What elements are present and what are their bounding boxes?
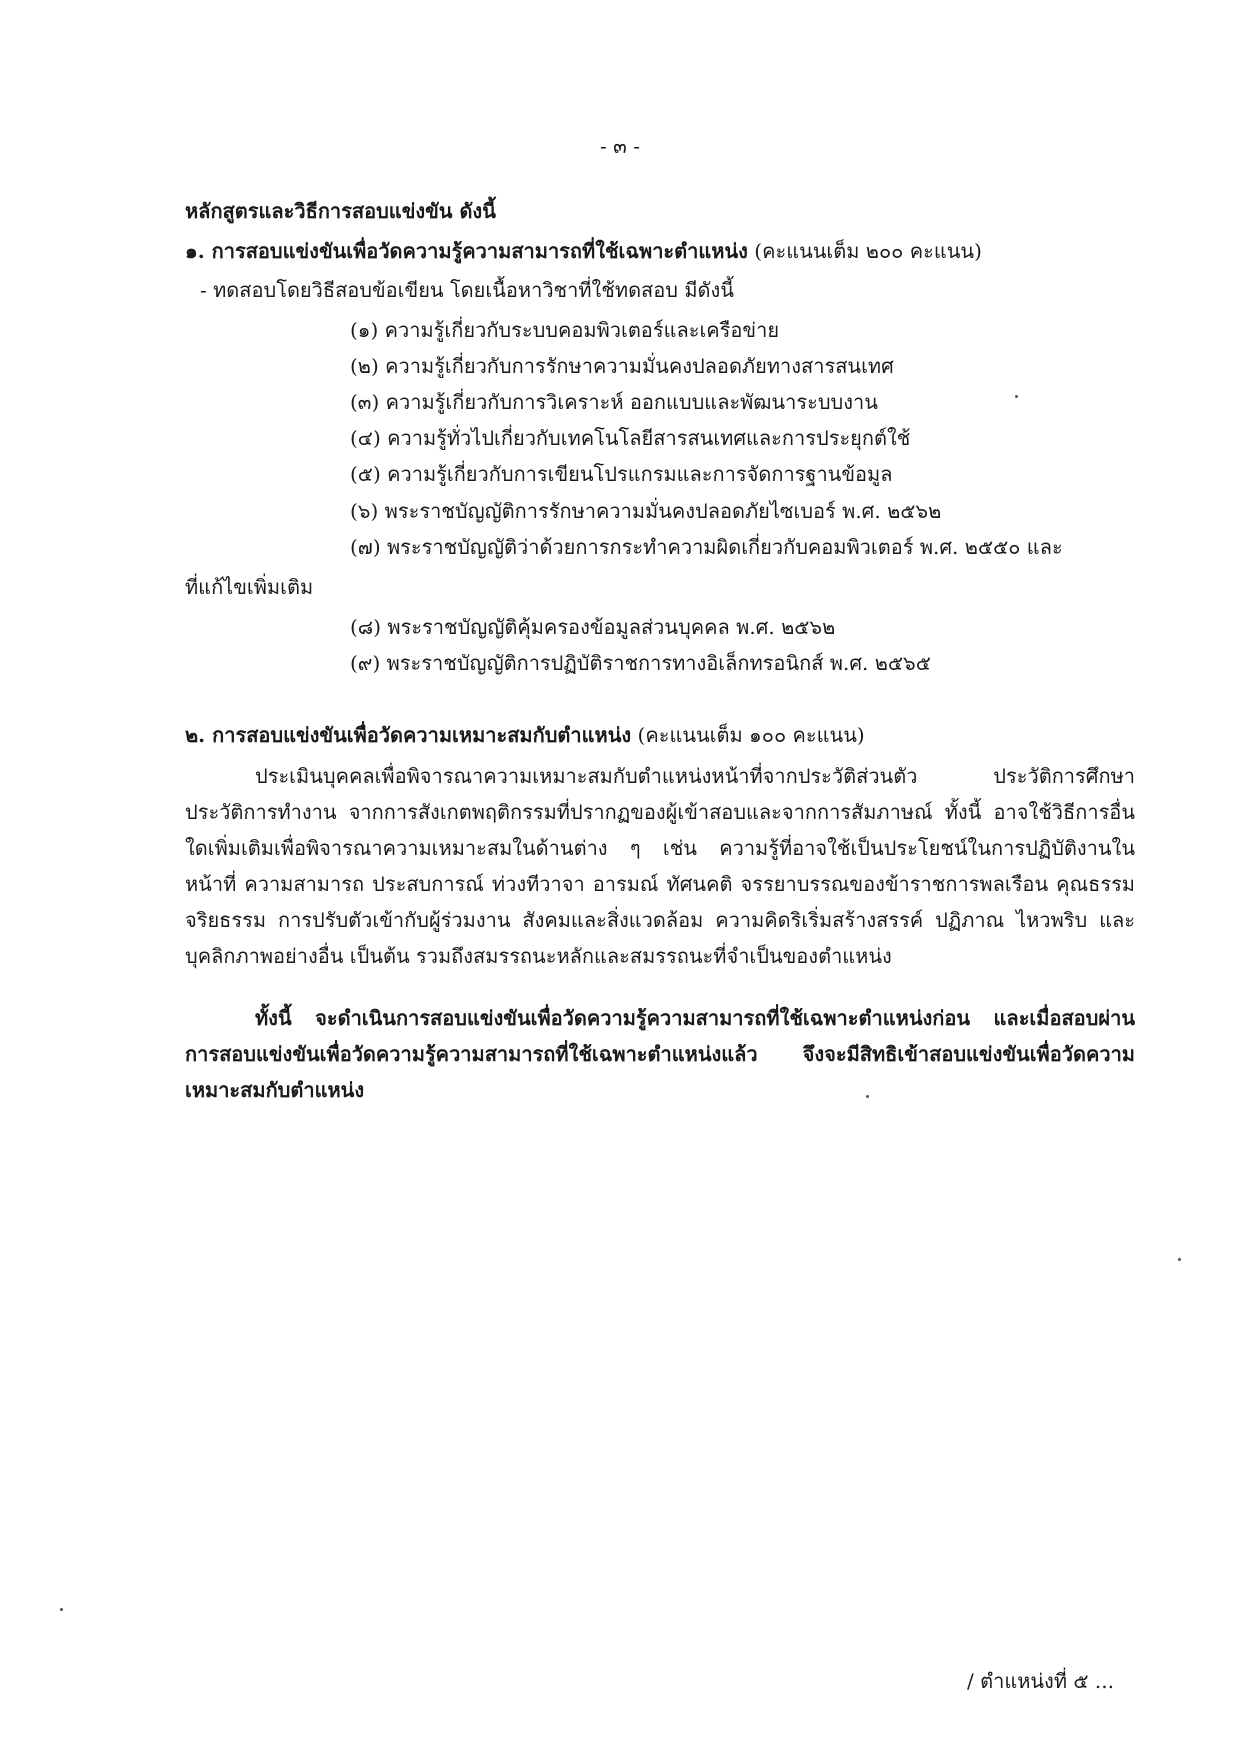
section1-score: (คะแนนเต็ม ๒๐๐ คะแนน) [754,239,982,263]
section1-title: ๑. การสอบแข่งขันเพื่อวัดความรู้ความสามารถที่ใช้เฉพาะตำแหน่ง [185,239,748,263]
section2-score: (คะแนนเต็ม ๑๐๐ คะแนน) [637,723,865,747]
page-footer-continuation: / ตำแหน่งที่ ๕ ... [967,1669,1114,1693]
closing-paragraph [185,1000,1135,1108]
list-item: (๙) พระราชบัญญัติการปฏิบัติราชการทางอิเล็กทรอนิกส์ พ.ศ. ๒๕๖๕ [350,651,931,675]
section1-heading [185,236,982,266]
scan-speck [1015,395,1018,398]
section2-heading [185,720,865,750]
scan-speck [1178,1258,1181,1261]
list-item: (๑) ความรู้เกี่ยวกับระบบคอมพิวเตอร์และเครือข่าย [350,318,780,342]
section2-title: ๒. การสอบแข่งขันเพื่อวัดความเหมาะสมกับตำแหน่ง [185,723,632,747]
list-item: (๔) ความรู้ทั่วไปเกี่ยวกับเทคโนโลยีสารสนเทศและการประยุกต์ใช้ [350,426,911,450]
section2-paragraph [185,758,1135,974]
list-item-continuation: ที่แก้ไขเพิ่มเติม [185,575,314,599]
list-item: (๕) ความรู้เกี่ยวกับการเขียนโปรแกรมและการจัดการฐานข้อมูล [350,462,893,486]
section2-paragraph-text: ประเมินบุคคลเพื่อพิจารณาความเหมาะสมกับตำแหน่งหน้าที่จากประวัติส่วนตัว ประวัติการศึกษา ประวัติการทำงาน จากการสังเกตพฤติกรรมที่ปรากฏของผู้เข้าสอบและจากการสัมภาษณ์ ทั้งนี้ อาจใช้วิธีการอื่นใดเพิ่มเติมเพื่อพิจารณาความเหมาะสมในด้านต่าง ๆ เช่น ความรู้ที่อาจใช้เป็นประโยชน์ในการปฏิบัติงานในหน้าที่ ความสามารถ ประสบการณ์ ท่วงทีวาจา อารมณ์ ทัศนคติ จรรยาบรรณของข้าราชการพลเรือน คุณธรรม จริยธรรม การปรับตัวเข้ากับผู้ร่วมงาน สังคมและสิ่งแวดล้อม ความคิดริเริ่มสร้างสรรค์ ปฏิภาณ ไหวพริบ และบุคลิกภาพอย่างอื่น เป็นต้น รวมถึงสมรรถนะหลักและสมรรถนะที่จำเป็นของตำแหน่ง [185,764,1135,968]
closing-paragraph-text: ทั้งนี้ จะดำเนินการสอบแข่งขันเพื่อวัดความรู้ความสามารถที่ใช้เฉพาะตำแหน่งก่อน และเมื่อสอบผ่านการสอบแข่งขันเพื่อวัดความรู้ความสามารถที่ใช้เฉพาะตำแหน่งแล้ว จึงจะมีสิทธิเข้าสอบแข่งขันเพื่อวัดความเหมาะสมกับตำแหน่ง [185,1006,1135,1102]
page-number: - ๓ - [600,134,640,158]
intro-heading: หลักสูตรและวิธีการสอบแข่งขัน ดังนี้ [185,199,496,223]
list-item: (๘) พระราชบัญญัติคุ้มครองข้อมูลส่วนบุคคล พ.ศ. ๒๕๖๒ [350,615,836,639]
section1-method: - ทดสอบโดยวิธีสอบข้อเขียน โดยเนื้อหาวิชาที่ใช้ทดสอบ มีดังนี้ [200,278,734,302]
list-item: (๒) ความรู้เกี่ยวกับการรักษาความมั่นคงปลอดภัยทางสารสนเทศ [350,354,894,378]
list-item: (๗) พระราชบัญญัติว่าด้วยการกระทำความผิดเกี่ยวกับคอมพิวเตอร์ พ.ศ. ๒๕๕๐ และ [350,535,1063,559]
scan-speck [60,1608,63,1611]
list-item: (๓) ความรู้เกี่ยวกับการวิเคราะห์ ออกแบบและพัฒนาระบบงาน [350,390,878,414]
list-item: (๖) พระราชบัญญัติการรักษาความมั่นคงปลอดภัยไซเบอร์ พ.ศ. ๒๕๖๒ [350,499,942,523]
scan-speck [866,1095,869,1098]
